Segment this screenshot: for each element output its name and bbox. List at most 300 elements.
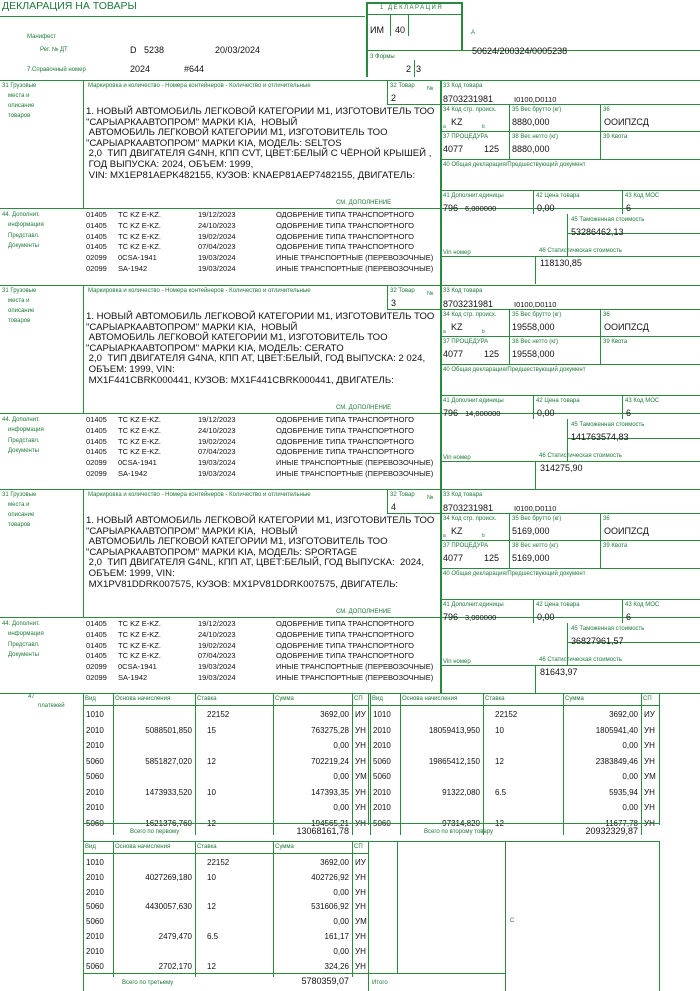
description-line: 2,0 ТИП ДВИГАТЕЛЯ G4NA, КПП AT, ЦВЕТ:БЕЛЫЙ, ГОД ВЫПУСКА: 2 024, — [86, 353, 426, 365]
doc-cell: 19/12/2023 — [198, 415, 236, 424]
origin-country: KZ — [451, 526, 463, 536]
description-line: VIN: MX1EP81AEPK482155, КУЗОВ: KNAEP81AEP7482155, ДВИГАТЕЛЬ: — [86, 169, 416, 181]
payment-col-header: СП — [643, 696, 652, 702]
payment-cell: 763275,28 — [311, 725, 349, 735]
payment-cell: 5935,94 — [609, 787, 638, 797]
divider — [195, 693, 196, 835]
statistical-value: 81643,97 — [540, 667, 578, 677]
payment-cell: 2010 — [373, 725, 391, 735]
payment-cell: 22152 — [207, 710, 230, 719]
description-line: "САРЫАРКААВТОПРОМ" МАРКИ KIA, МОДЕЛЬ: SELTOS — [86, 137, 342, 149]
forms-current: 2 — [406, 64, 412, 74]
payment-cell: 1010 — [86, 858, 104, 867]
payment-cell: УН — [355, 946, 366, 956]
divider — [483, 693, 484, 835]
doc-cell: 07/04/2023 — [198, 651, 236, 661]
divider — [387, 489, 388, 513]
declaration-type: ИМ — [370, 25, 384, 35]
payment-cell: 12 — [207, 818, 216, 828]
mos-code: 6 — [626, 203, 632, 213]
box44-label: Представл. — [8, 232, 40, 239]
box44-label: Документы — [8, 448, 39, 455]
divider — [83, 973, 505, 974]
doc-cell: 01405 — [86, 619, 107, 628]
divider — [0, 617, 700, 618]
box47-label: платежей — [38, 703, 65, 709]
description-line: АВТОМОБИЛЬ ЛЕГКОВОЙ КАТЕГОРИИ М1, ИЗГОТОВИТЕЛЬ ТОО — [86, 127, 388, 139]
divider — [440, 665, 700, 666]
box31-label: места и — [8, 502, 30, 508]
divider — [440, 489, 442, 694]
payment-cell: 147393,35 — [311, 787, 349, 797]
total-second-label: Всего по второму товару — [424, 829, 494, 835]
payment-cell: 1010 — [86, 710, 104, 719]
mos-code: 6 — [626, 408, 632, 418]
doc-cell: ТС KZ E-KZ. — [118, 425, 161, 435]
payment-cell: 22152 — [207, 858, 230, 867]
doc-cell: ТС KZ E-KZ. — [118, 629, 161, 639]
payment-cell: 19865412,150 — [428, 756, 480, 766]
doc-cell: ТС KZ E-KZ. — [118, 415, 161, 424]
box31-label: товаров — [8, 318, 31, 324]
doc-cell: ТС KZ E-KZ. — [118, 436, 161, 446]
payment-cell: УН — [644, 756, 655, 766]
doc-cell: ИНЫЕ ТРАНСПОРТНЫЕ (ПЕРЕВОЗОЧНЫЕ) — [276, 253, 434, 263]
payment-cell: 2010 — [373, 787, 391, 797]
doc-cell: ОДОБРЕНИЕ ТИПА ТРАНСПОРТНОГО — [276, 651, 414, 661]
box40-label: 40 Общая декларация/Предшествующий документ — [443, 162, 586, 168]
units-code: 796 — [443, 408, 459, 418]
doc-cell: 01405 — [86, 640, 107, 650]
item-price: 0,00 — [537, 612, 555, 622]
payment-cell: УН — [355, 803, 366, 812]
divider — [535, 256, 536, 284]
box47-label: 47 — [28, 694, 35, 700]
doc-cell: 0CSA-1941 — [118, 253, 157, 263]
see-addition: СМ. ДОПОЛНЕНИЕ — [336, 405, 392, 411]
payment-cell: 91322,080 — [442, 787, 480, 797]
box45-label: 45 Таможенная стоимость — [571, 626, 645, 632]
doc-cell: 07/04/2023 — [198, 242, 236, 252]
doc-cell: ОДОБРЕНИЕ ТИПА ТРАНСПОРТНОГО — [276, 640, 414, 650]
payment-cell: 2383849,46 — [595, 756, 638, 766]
doc-cell: ОДОБРЕНИЕ ТИПА ТРАНСПОРТНОГО — [276, 447, 414, 457]
box44-label: информация — [8, 427, 44, 434]
box38-label: 38 Вес нетто (кг) — [512, 543, 559, 549]
payment-cell: 2010 — [373, 803, 391, 812]
doc-cell: SA-1942 — [118, 264, 148, 273]
payment-cell: 324,26 — [324, 961, 349, 971]
sub-b: b — [482, 533, 485, 539]
box33-label: 33 Код товара — [443, 83, 483, 89]
divider — [509, 513, 510, 568]
payment-cell: 2702,170 — [158, 961, 192, 971]
divider — [440, 513, 700, 514]
doc-cell: 02099 — [86, 458, 107, 468]
box44-label: Представл. — [8, 437, 40, 444]
payment-cell: УН — [644, 818, 655, 828]
item-price: 0,00 — [537, 408, 555, 418]
divider — [440, 285, 442, 490]
doc-cell: 01405 — [86, 425, 107, 435]
payment-col-header: Ставка — [485, 696, 505, 702]
payment-col-header: Основа начисления — [115, 696, 171, 702]
doc-cell: 07/04/2023 — [198, 447, 236, 457]
total-third-value: 5780359,07 — [301, 976, 349, 986]
box44-label: 44. Дополнит. — [2, 212, 40, 218]
doc-cell: ТС KZ E-KZ. — [118, 220, 161, 230]
payment-col-header: Ставка — [197, 844, 217, 850]
divider — [83, 841, 84, 977]
marking-label: Маркировка и количество - Номера контейнеров - Количество и отличительные — [88, 492, 311, 498]
procedure-code: 4077 — [443, 553, 464, 563]
payment-cell: 4430057,630 — [145, 902, 192, 912]
payment-col-header: Вид — [372, 696, 383, 702]
doc-cell: 19/02/2024 — [198, 640, 236, 650]
description-line: "САРЫАРКААВТОПРОМ" МАРКИ KIA, НОВЫЙ — [86, 116, 298, 128]
total-second-value: 20932329,87 — [585, 826, 638, 836]
description-line: MX1F441CBRK000441, КУЗОВ: MX1F441CBRK000441, ДВИГАТЕЛЬ: — [86, 374, 394, 386]
doc-cell: 02099 — [86, 264, 107, 273]
origin-country: KZ — [451, 117, 463, 127]
description-line: АВТОМОБИЛЬ ЛЕГКОВОЙ КАТЕГОРИИ М1, ИЗГОТОВИТЕЛЬ ТОО — [86, 536, 388, 548]
box-a-value: 50624/200324/0005238 — [472, 46, 568, 56]
commodity-code-ext: I0100,D0110 — [514, 300, 557, 309]
payment-cell: УН — [644, 725, 655, 735]
manifest-label: Манифест — [27, 34, 57, 40]
box44-label: 44. Дополнит. — [2, 621, 40, 627]
description-line: "САРЫАРКААВТОПРОМ" МАРКИ KIA, НОВЫЙ — [86, 525, 298, 537]
payment-cell: 0,00 — [622, 741, 638, 750]
customs-value: 53286462,13 — [571, 227, 624, 237]
doc-cell: 19/03/2024 — [198, 673, 236, 682]
divider — [83, 853, 368, 854]
doc-cell: ОДОБРЕНИЕ ТИПА ТРАНСПОРТНОГО — [276, 242, 414, 252]
doc-cell: ИНЫЕ ТРАНСПОРТНЫЕ (ПЕРЕВОЗОЧНЫЕ) — [276, 673, 434, 682]
box31-label: товаров — [8, 113, 31, 119]
doc-cell: 01405 — [86, 210, 107, 219]
net-weight: 8880,000 — [512, 144, 550, 154]
divider — [83, 705, 368, 706]
box41-label: 41 Дополнит.единицы — [443, 398, 504, 404]
payment-cell: УН — [355, 756, 366, 766]
doc-cell: ИНЫЕ ТРАНСПОРТНЫЕ (ПЕРЕВОЗОЧНЫЕ) — [276, 458, 434, 468]
box46-label: 46 Статистическая стоимость — [539, 657, 622, 663]
divider — [0, 208, 700, 209]
box37-label: 37 ПРОЦЕДУРА — [443, 543, 489, 549]
payment-cell: 531606,92 — [311, 902, 349, 912]
description-line: MX1PV81DDRK007575, КУЗОВ: MX1PV81DDRK007575, ДВИГАТЕЛЬ: — [86, 578, 399, 590]
divider — [440, 395, 700, 396]
doc-cell: 01405 — [86, 436, 107, 446]
divider — [440, 364, 700, 365]
payment-cell: 2010 — [86, 946, 104, 956]
doc-cell: 19/12/2023 — [198, 210, 236, 219]
payment-cell: 4027269,180 — [145, 872, 192, 882]
ref-number: #644 — [184, 64, 205, 74]
box-c-label: С — [510, 918, 515, 924]
divider — [440, 104, 700, 105]
payment-cell: 97314,820 — [442, 818, 480, 828]
units-code: 796 — [443, 203, 459, 213]
payment-cell: 3692,00 — [609, 710, 638, 719]
payment-cell: УН — [355, 741, 366, 750]
divider — [0, 489, 700, 490]
payment-cell: 2479,470 — [158, 932, 192, 941]
box40-label: 40 Общая декларация/Предшествующий документ — [443, 571, 586, 577]
doc-cell: ТС KZ E-KZ. — [118, 640, 161, 650]
box31-label: описание — [8, 512, 35, 518]
units-code: 796 — [443, 612, 459, 622]
doc-cell: 24/10/2023 — [198, 629, 236, 639]
box31-label: 31 Грузовые — [2, 83, 37, 89]
payment-cell: УМ — [644, 772, 656, 781]
payment-col-header: Основа начисления — [402, 696, 458, 702]
ref-year: 2024 — [130, 64, 151, 74]
box36-value: ООИПZСД — [604, 117, 649, 127]
divider — [397, 841, 398, 973]
total-first-value: 13068161,78 — [296, 826, 349, 836]
box39-label: 39 Квота — [603, 339, 628, 345]
divider — [368, 693, 369, 825]
payment-cell: 0,00 — [622, 772, 638, 781]
box31-label: 31 Грузовые — [2, 492, 37, 498]
declaration-label: 1 ДЕКЛАРАЦИЯ — [380, 5, 444, 11]
payment-cell: 5060 — [86, 961, 104, 971]
box43-label: 43 Код МОС — [625, 193, 660, 199]
box42-label: 42 Цена товара — [536, 602, 580, 608]
divider — [600, 309, 601, 364]
divider — [370, 693, 371, 835]
payment-cell: УН — [644, 803, 655, 812]
doc-cell: 01405 — [86, 231, 107, 241]
box36-label: 36 — [603, 516, 610, 522]
payment-cell: УН — [355, 932, 366, 941]
payment-cell: 0,00 — [333, 917, 349, 927]
payment-col-header: Сумма — [275, 696, 294, 702]
procedure-prev: 125 — [484, 144, 500, 154]
payment-col-header: СП — [354, 844, 363, 850]
units-qty: 14,000000 — [465, 409, 501, 418]
payment-cell: 5060 — [373, 818, 391, 828]
box31-label: описание — [8, 103, 35, 109]
divider — [83, 841, 659, 842]
procedure-code: 4077 — [443, 349, 464, 359]
payment-cell: 18059413,950 — [428, 725, 480, 735]
description-line: 2,0 ТИП ДВИГАТЕЛЯ G4NL, КПП AT, ЦВЕТ:БЕЛЫЙ, ГОД ВЫПУСКА: 2024, — [86, 557, 425, 569]
doc-cell: SA-1942 — [118, 469, 148, 478]
payment-col-header: СП — [354, 696, 363, 702]
payment-cell: УН — [355, 818, 366, 828]
divider — [83, 693, 84, 835]
box43-label: 43 Код МОС — [625, 602, 660, 608]
doc-cell: ТС KZ E-KZ. — [118, 231, 161, 241]
box39-label: 39 Квота — [603, 543, 628, 549]
marking-label: Маркировка и количество - Номера контейнеров - Количество и отличительные — [88, 288, 311, 294]
description-line: АВТОМОБИЛЬ ЛЕГКОВОЙ КАТЕГОРИИ М1, ИЗГОТОВИТЕЛЬ ТОО — [86, 332, 388, 344]
box44-label: информация — [8, 222, 44, 229]
divider — [387, 104, 440, 105]
doc-cell: 02099 — [86, 662, 107, 672]
doc-cell: ОДОБРЕНИЕ ТИПА ТРАНСПОРТНОГО — [276, 415, 414, 424]
payment-cell: 2010 — [86, 741, 104, 750]
document-title: ДЕКЛАРАЦИЯ НА ТОВАРЫ — [2, 0, 137, 12]
payment-cell: УМ — [355, 772, 367, 781]
description-line: ГОД ВЫПУСКА: 2024, ОБЪЕМ: 1999, — [86, 159, 254, 170]
payment-cell: 5060 — [86, 756, 104, 766]
doc-cell: ОДОБРЕНИЕ ТИПА ТРАНСПОРТНОГО — [276, 425, 414, 435]
box36-label: 36 — [603, 107, 610, 113]
payment-cell: 1621376,760 — [145, 818, 192, 828]
payment-cell: 194565,21 — [311, 818, 349, 828]
payment-cell: УН — [355, 725, 366, 735]
payment-cell: 0,00 — [333, 887, 349, 897]
payment-cell: УН — [644, 787, 655, 797]
divider — [440, 256, 700, 257]
divider — [0, 285, 700, 286]
doc-cell: 19/03/2024 — [198, 458, 236, 468]
item-number: 3 — [391, 298, 397, 308]
doc-cell: ТС KZ E-KZ. — [118, 210, 161, 219]
commodity-code: 8703231981 — [443, 94, 494, 104]
box45-label: 45 Таможенная стоимость — [571, 422, 645, 428]
box32-label: 32 Товар — [390, 288, 415, 294]
procedure-prev: 125 — [484, 349, 500, 359]
item-number: 2 — [391, 93, 397, 103]
divider — [509, 309, 510, 364]
box43-label: 43 Код МОС — [625, 398, 660, 404]
total-first-label: Всего по первому — [130, 829, 180, 835]
gross-weight: 8880,000 — [512, 117, 550, 127]
commodity-code-ext: I0100,D0110 — [514, 95, 557, 104]
doc-cell: ОДОБРЕНИЕ ТИПА ТРАНСПОРТНОГО — [276, 220, 414, 230]
payment-cell: 6.5 — [207, 932, 219, 941]
payment-cell: 2010 — [86, 887, 104, 897]
gross-weight: 5169,000 — [512, 526, 550, 536]
divider — [533, 395, 534, 419]
customs-value: 141763574,83 — [571, 432, 629, 442]
description-line: "САРЫАРКААВТОПРОМ" МАРКИ KIA, МОДЕЛЬ: CERATO — [86, 342, 344, 354]
payment-cell: 5060 — [86, 818, 104, 828]
description-line: "САРЫАРКААВТОПРОМ" МАРКИ KIA, НОВЫЙ — [86, 321, 298, 333]
divider — [195, 841, 196, 977]
doc-cell: ИНЫЕ ТРАНСПОРТНЫЕ (ПЕРЕВОЗОЧНЫЕ) — [276, 264, 434, 273]
payment-cell: 2010 — [86, 787, 104, 797]
divider — [505, 841, 506, 991]
payment-cell: УН — [644, 741, 655, 750]
payment-col-header: Сумма — [275, 844, 294, 850]
box44-label: Представл. — [8, 641, 40, 648]
divider — [387, 513, 440, 514]
commodity-code: 8703231981 — [443, 503, 494, 513]
doc-cell: ИНЫЕ ТРАНСПОРТНЫЕ (ПЕРЕВОЗОЧНЫЕ) — [276, 662, 434, 672]
divider — [352, 693, 353, 835]
number-sign: № — [427, 291, 434, 297]
payment-cell: 5060 — [373, 756, 391, 766]
procedure-prev: 125 — [484, 553, 500, 563]
doc-cell: 01405 — [86, 629, 107, 639]
doc-cell: ОДОБРЕНИЕ ТИПА ТРАНСПОРТНОГО — [276, 210, 414, 219]
box41-label: 41 Дополнит.единицы — [443, 602, 504, 608]
doc-cell: 19/03/2024 — [198, 253, 236, 263]
payment-cell: 702219,24 — [311, 756, 349, 766]
payment-col-header: Сумма — [565, 696, 584, 702]
vin-label: Vin номер — [443, 659, 471, 665]
doc-cell: 19/03/2024 — [198, 662, 236, 672]
payment-cell: 0,00 — [622, 803, 638, 812]
sub-a: a — [443, 533, 446, 539]
units-qty: 3,000000 — [465, 613, 497, 622]
statistical-value: 314275,90 — [540, 463, 583, 473]
reg-number-label: Рег. № ДТ — [40, 47, 68, 53]
marking-label: Маркировка и количество - Номера контейнеров - Количество и отличительные — [88, 83, 311, 89]
doc-cell: 01405 — [86, 447, 107, 457]
doc-cell: ОДОБРЕНИЕ ТИПА ТРАНСПОРТНОГО — [276, 436, 414, 446]
divider — [600, 104, 601, 159]
payment-cell: 10 — [207, 787, 216, 797]
divider — [368, 841, 369, 991]
vin-label: Vin номер — [443, 455, 471, 461]
declaration-procedure: 40 — [395, 25, 406, 35]
box32-label: 32 Товар — [390, 492, 415, 498]
divider — [659, 841, 660, 991]
box44-label: 44. Дополнит. — [2, 417, 40, 423]
divider — [0, 80, 700, 81]
description-line: "САРЫАРКААВТОПРОМ" МАРКИ KIA, МОДЕЛЬ: SPORTAGE — [86, 546, 358, 558]
payment-cell: 1010 — [373, 710, 391, 719]
box31-label: места и — [8, 93, 30, 99]
box32-label: 32 Товар — [390, 83, 415, 89]
commodity-code: 8703231981 — [443, 299, 494, 309]
doc-cell: 01405 — [86, 242, 107, 252]
customs-value: 36827961,57 — [571, 636, 624, 646]
box37-label: 37 ПРОЦЕДУРА — [443, 339, 489, 345]
payment-cell: 12 — [207, 756, 216, 766]
payment-cell: УН — [355, 887, 366, 897]
box38-label: 38 Вес нетто (кг) — [512, 339, 559, 345]
box36-label: 36 — [603, 312, 610, 318]
payment-cell: 0,00 — [333, 803, 349, 812]
box44-label: информация — [8, 631, 44, 638]
item-price: 0,00 — [537, 203, 555, 213]
gross-weight: 19558,000 — [512, 322, 555, 332]
doc-cell: ТС KZ E-KZ. — [118, 242, 161, 252]
payment-cell: 12 — [207, 961, 216, 971]
description-line: 1. НОВЫЙ АВТОМОБИЛЬ ЛЕГКОВОЙ КАТЕГОРИИ М1, ИЗГОТОВИТЕЛЬ ТОО — [86, 515, 435, 526]
doc-cell: 02099 — [86, 253, 107, 263]
divider — [440, 131, 700, 132]
net-weight: 5169,000 — [512, 553, 550, 563]
divider — [387, 285, 388, 309]
number-sign: № — [427, 86, 434, 92]
box45-label: 45 Таможенная стоимость — [571, 217, 645, 223]
divider — [440, 568, 700, 569]
payment-cell: УМ — [355, 917, 367, 927]
payment-cell: ИУ — [644, 710, 655, 719]
divider — [0, 413, 700, 414]
divider — [440, 540, 700, 541]
box46-label: 46 Статистическая стоимость — [539, 453, 622, 459]
box35-label: 35 Вес брутто (кг) — [512, 107, 562, 113]
sub-b: b — [482, 124, 485, 130]
divider — [440, 336, 700, 337]
payment-cell: 5060 — [86, 917, 104, 927]
box34-label: 34 Код стр. происх. — [443, 312, 497, 318]
description-line: ОБЪЕМ: 1999, VIN: — [86, 364, 175, 375]
forms-total: 3 — [416, 64, 422, 74]
box37-label: 37 ПРОЦЕДУРА — [443, 134, 489, 140]
divider — [387, 309, 440, 310]
